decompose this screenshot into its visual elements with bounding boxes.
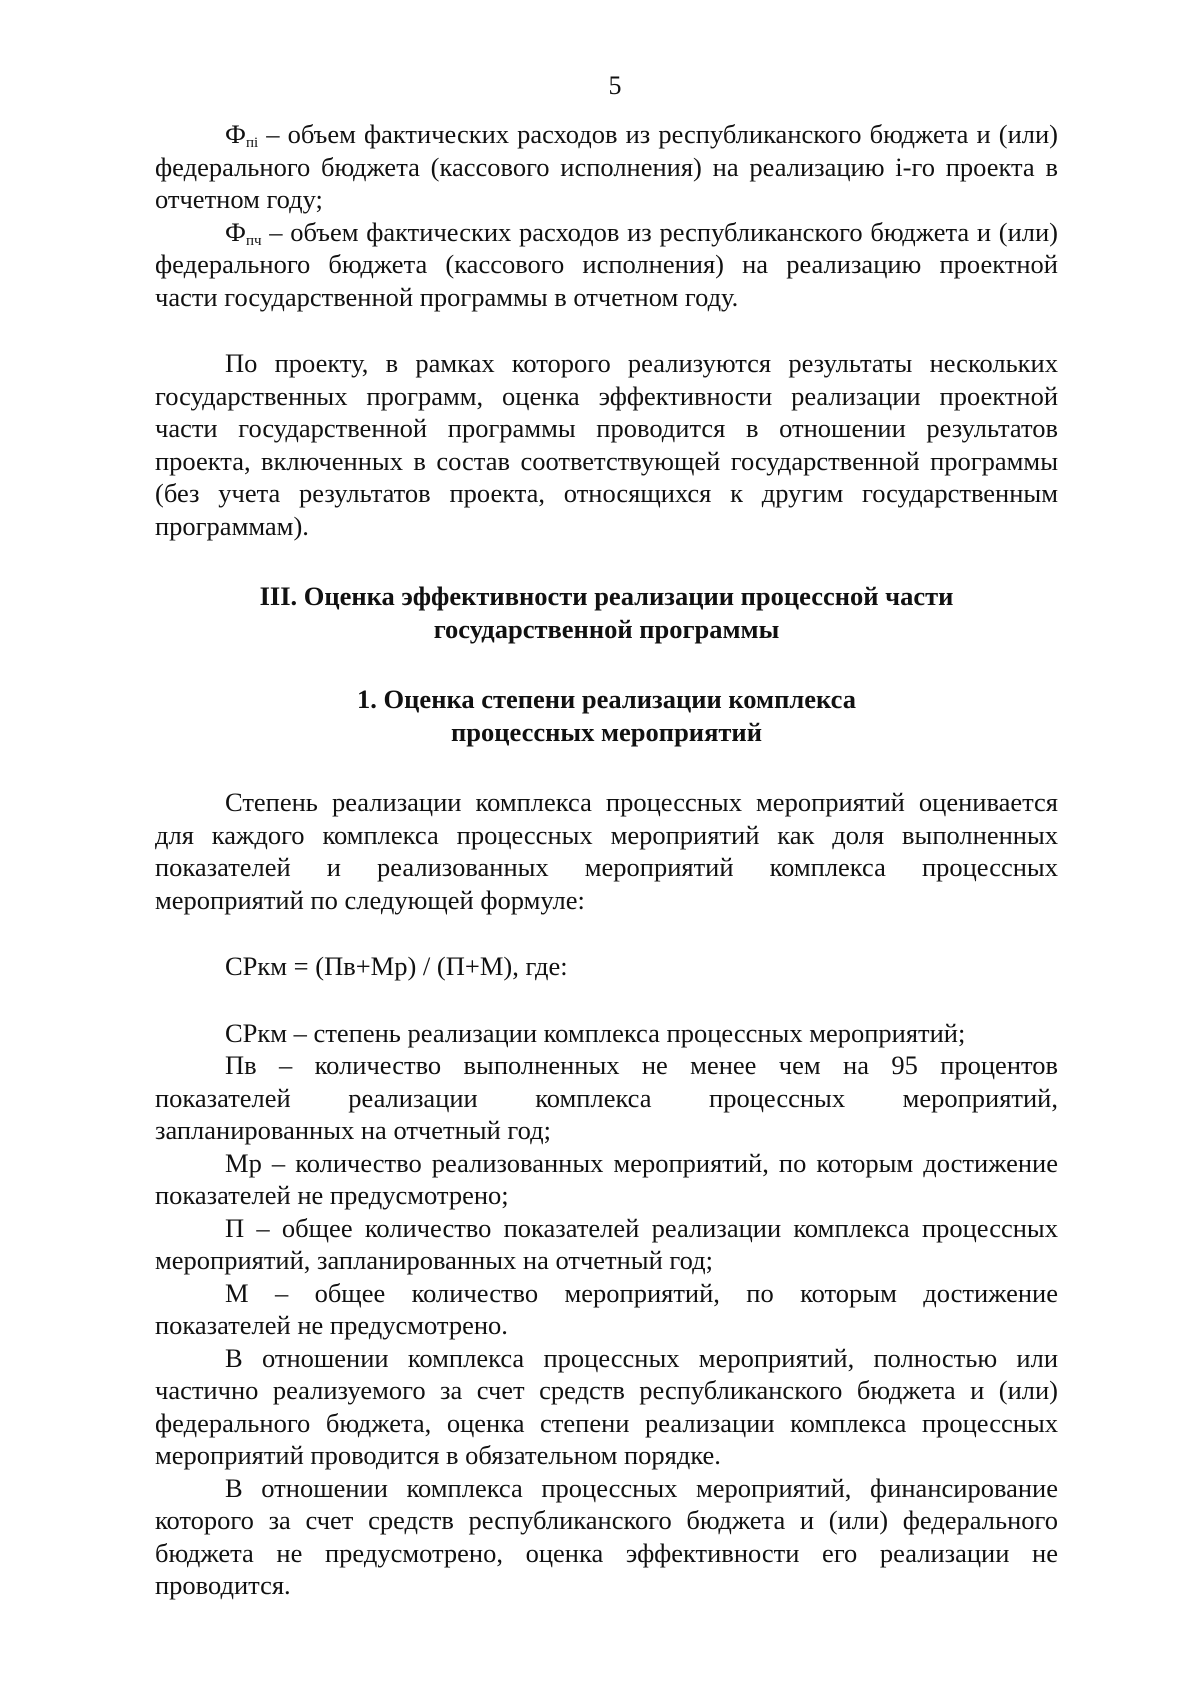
section-heading [155, 580, 1058, 645]
subsection-heading-line1: 1. Оценка степени реализации комплекса [357, 684, 856, 714]
symbol-f: Ф [225, 216, 246, 247]
formula: СРкм = (Пв+Мр) / (П+М), где: [225, 951, 568, 981]
subsection-heading-line2: процессных мероприятий [451, 716, 762, 747]
definition-mr: Мр – количество реализованных мероприятий, по которым достижение показателей не предусмотрено; [155, 1147, 1058, 1210]
subsection-heading [155, 683, 1058, 748]
page-number: 5 [608, 71, 622, 100]
symbol-f: Ф [225, 119, 246, 149]
section-heading-line1: III. Оценка эффективности реализации процессной части [259, 581, 954, 611]
paragraph-mandatory: В отношении комплекса процессных мероприятий, полностью или частично реализуемого за счет средств республиканского бюджета и (или) федерального бюджета, оценка степени реализации комплекса процессных мероприятий проводится в обязательном порядке. [155, 1342, 1058, 1470]
definition-f-pi [155, 118, 1058, 216]
definition-p: П – общее количество показателей реализации комплекса процессных мероприятий, запланированных на отчетный год; [155, 1212, 1058, 1275]
paragraph-degree: Степень реализации комплекса процессных мероприятий оценивается для каждого комплекса процессных мероприятий как доля выполненных показателей и реализованных мероприятий комплекса процессных мероприятий по следующей формуле: [155, 787, 1058, 915]
definition-srkm: СРкм – степень реализации комплекса процессных мероприятий; [225, 1017, 966, 1048]
symbol-subscript: пч [245, 232, 262, 249]
paragraph-project: По проекту, в рамках которого реализуются результаты нескольких государственных программ, оценка эффективности реализации проектной части государственной программы проводится в отношении результатов проекта, включенных в состав соответствующей государственной программы (без учета результатов проекта, относящихся к другим государственным программам). [155, 348, 1058, 541]
document-body [155, 118, 1058, 1602]
paragraph-not-funded: В отношении комплекса процессных мероприятий, финансирование которого за счет средств республиканского бюджета и (или) федерального бюджета не предусмотрено, оценка эффективности его реализации не проводится. [155, 1472, 1058, 1600]
definition-pv: Пв – количество выполненных не менее чем на 95 процентов показателей реализации комплекса процессных мероприятий, запланированных на отчетный год; [155, 1050, 1058, 1145]
section-heading-line2: государственной программы [433, 613, 780, 644]
definition-text: – объем фактических расходов из республиканского бюджета и (или) федерального бюджета (кассового исполнения) на реализацию i-го проекта в отчетном году; [155, 119, 1058, 214]
definition-text: – объем фактических расходов из республиканского бюджета и (или) федерального бюджета (кассового исполнения) на реализацию проектной части государственной программы в отчетном году. [155, 216, 1058, 312]
definition-m: М – общее количество мероприятий, по которым достижение показателей не предусмотрено. [155, 1277, 1058, 1340]
definition-f-pch [155, 216, 1058, 314]
symbol-subscript: пi [245, 135, 259, 151]
